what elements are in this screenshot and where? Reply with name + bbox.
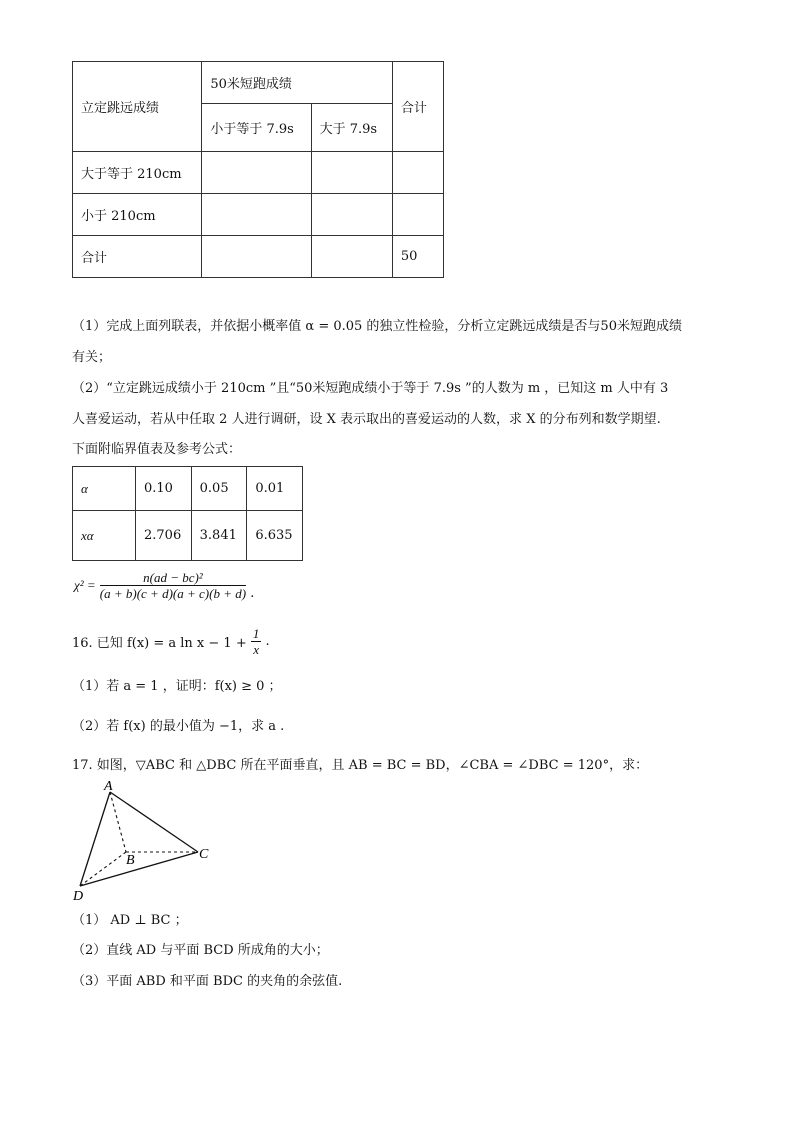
q17-part2: （2）直线 AD 与平面 BCD 所成角的大小； [72,943,329,958]
alpha-value: 0.10 [136,467,192,511]
formula-fraction [100,570,246,601]
cell [202,236,311,278]
q16-stem-end: . [265,634,270,649]
cell [392,194,443,236]
contingency-table [72,61,444,278]
row-header: 立定跳远成绩 [73,62,202,152]
q17-stem: 17. 如图，▽ABC 和 △DBC 所在平面垂直，且 AB = BC = BD，∠CBA = ∠DBC = 120°，求： [72,758,649,773]
q16-frac-num: 1 [252,626,260,641]
cell [311,194,392,236]
formula-lhs: χ² = [74,577,96,593]
edge-dc [80,852,198,886]
alpha-value: 0.05 [191,467,247,511]
sub-col-1: 小于等于 7.9s [202,104,311,152]
cell: 50 [392,236,443,278]
chi-square-formula [74,570,254,601]
q16-frac-den: x [253,642,259,657]
q16-fraction [251,626,262,657]
q15-part2-line1: （2）“立定跳远成绩小于 210cm ”且“50米短跑成绩小于等于 7.9s ”的人数为 m ，已知这 m 人中有 3 [72,381,669,396]
cell [202,152,311,194]
q15-part1-line1: （1）完成上面列联表，并依据小概率值 α = 0.05 的独立性检验，分析立定跳远成绩是否与50米短跑成绩 [72,319,682,334]
row-label: 大于等于 210cm [73,152,202,194]
q16-part1: （1）若 a = 1 ，证明：f(x) ≥ 0 ； [72,679,282,694]
alpha-value: 0.01 [247,467,303,511]
q16-part2: （2）若 f(x) 的最小值为 −1，求 a . [72,719,285,734]
q17-part1: （1） AD ⊥ BC ； [72,913,188,928]
formula-numerator: n(ad − bc)² [100,570,246,586]
alpha-label: α [73,467,136,511]
q16-stem-text: 16. 已知 f(x) = a ln x − 1 + [72,636,247,651]
formula-end: . [250,586,255,601]
vertex-label-b: B [126,853,135,868]
vertex-label-d: D [73,889,84,902]
edge-ad [80,792,110,886]
cell [311,236,392,278]
vertex-label-c: C [199,847,209,862]
cell [202,194,311,236]
q16-stem [72,626,270,657]
row-label: 小于 210cm [73,194,202,236]
critical-value-table [72,466,303,561]
row-label: 合计 [73,236,202,278]
q15-part1-line2: 有关； [72,350,112,365]
edge-bd [80,852,126,886]
q17-part3: （3）平面 ABD 和平面 BDC 的夹角的余弦值. [72,974,343,989]
q15-part2-line2: 人喜爱运动，若从中任取 2 人进行调研，设 X 表示取出的喜爱运动的人数，求 X 的分布列和数学期望. [72,412,661,427]
total-header: 合计 [392,62,443,152]
cell [392,152,443,194]
tetrahedron-figure [70,780,220,902]
edge-ac [110,792,198,852]
x-alpha-label: xα [73,511,136,561]
vertex-label-a: A [104,780,113,794]
x-value: 2.706 [136,511,192,561]
cell [311,152,392,194]
sub-col-2: 大于 7.9s [311,104,392,152]
q15-note: 下面附临界值表及参考公式： [72,442,242,457]
group-header: 50米短跑成绩 [202,62,393,104]
x-value: 3.841 [191,511,247,561]
formula-denominator: (a + b)(c + d)(a + c)(b + d) [99,586,247,601]
x-value: 6.635 [247,511,303,561]
